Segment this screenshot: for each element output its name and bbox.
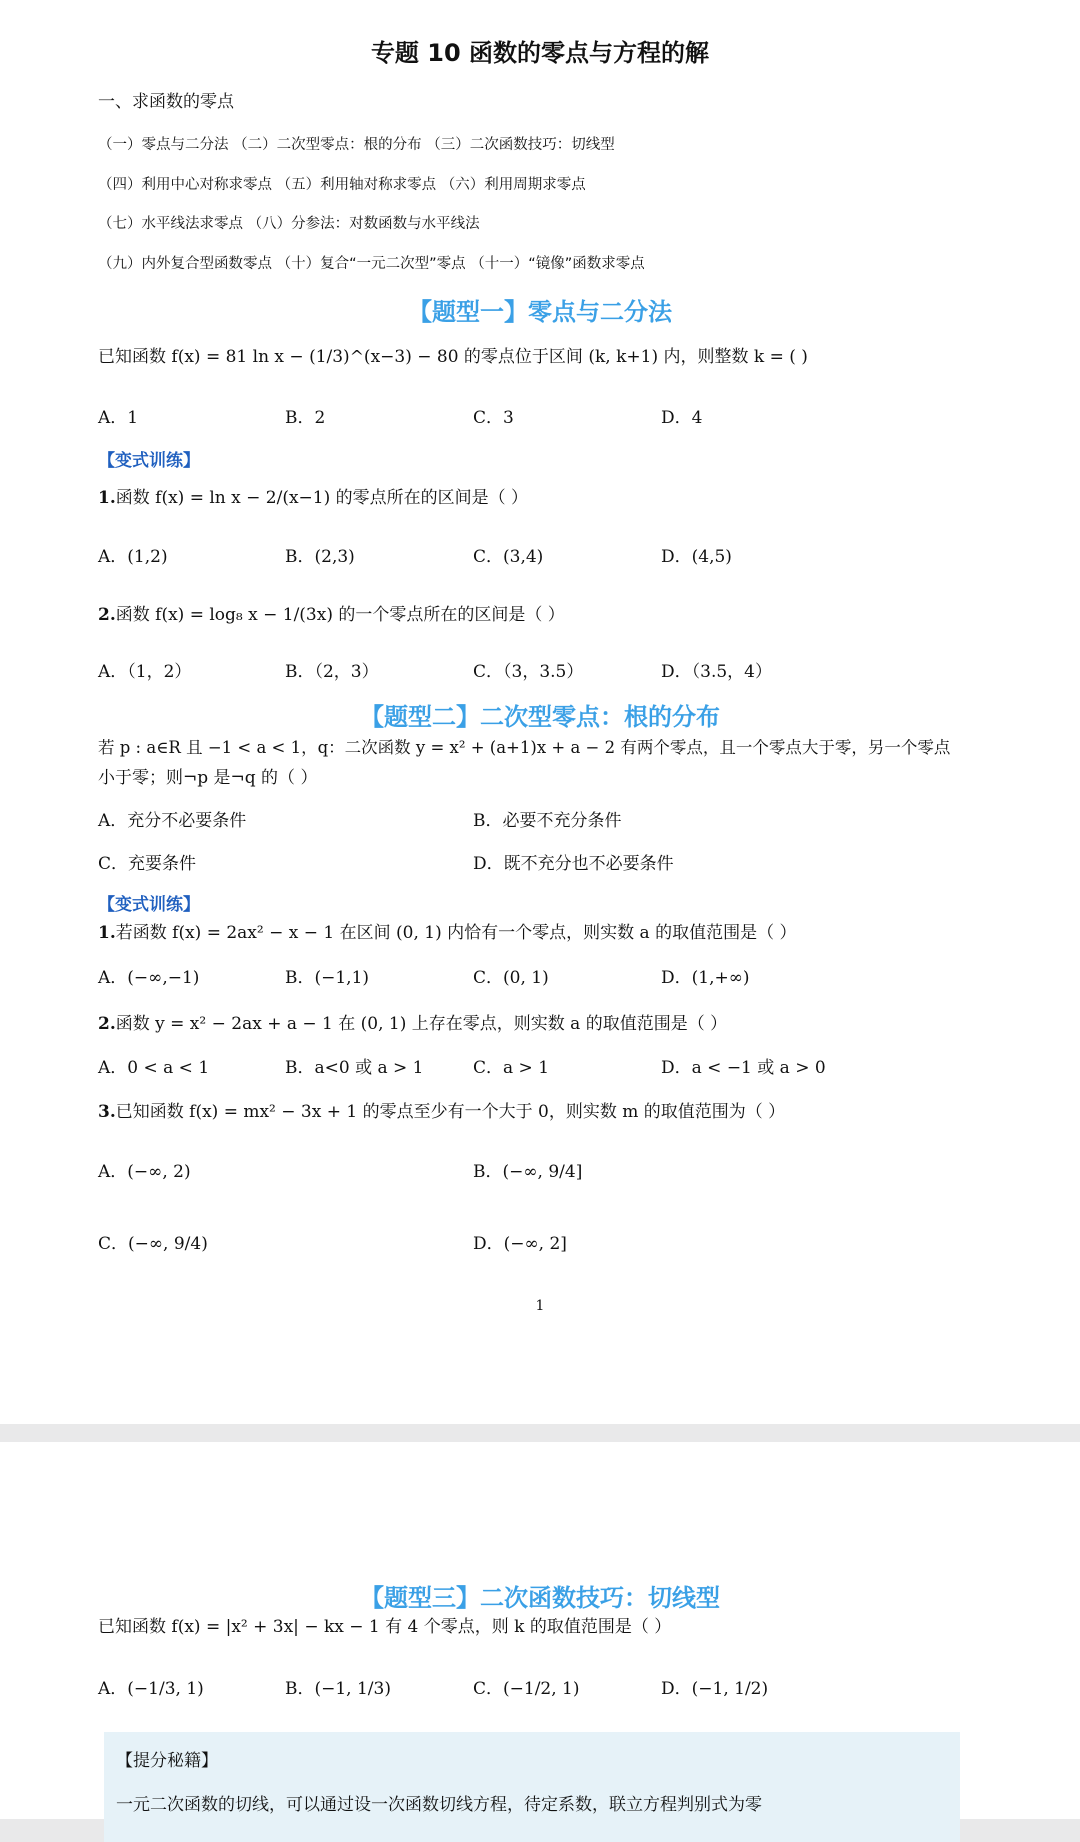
type2-q3-option-c: C．(−∞, 9/4) (98, 1234, 208, 1254)
type2-q1-option-a: A．(−∞,−1) (98, 968, 200, 988)
type2-q3-option-b: B．(−∞, 9/4] (473, 1162, 583, 1182)
type1-q2-option-c: C．（3，3.5） (473, 662, 584, 682)
type2-variant-q2 (98, 1009, 727, 1034)
question-text: 若函数 f(x) = 2ax² − x − 1 在区间 (0, 1) 内恰有一个零点，则实数 a 的取值范围是（ ） (115, 923, 797, 943)
type1-q1-option-d: D．(4,5) (661, 547, 732, 567)
question-number: 1. (98, 488, 116, 508)
type2-variant-q1 (98, 918, 796, 943)
tip-body: 一元二次函数的切线，可以通过设一次函数切线方程，待定系数，联立方程判别式为零 (116, 1795, 762, 1815)
type2-option-b: B．必要不充分条件 (473, 811, 622, 831)
type3-option-c: C．(−1/2, 1) (473, 1679, 580, 1699)
tip-box (104, 1732, 960, 1842)
type2-q2-option-a: A．0 < a < 1 (98, 1058, 210, 1078)
type2-heading: 【题型二】二次型零点：根的分布 (360, 703, 720, 731)
type3-option-b: B．(−1, 1/3) (285, 1679, 391, 1699)
type2-option-c: C．充要条件 (98, 854, 197, 874)
type2-q3-option-a: A．(−∞, 2) (98, 1162, 191, 1182)
type2-question-line-2: 小于零；则¬p 是¬q 的（ ） (98, 768, 318, 788)
type1-question: 已知函数 f(x) = 81 ln x − (1/3)^(x−3) − 80 的零点位于区间 (k, k+1) 内，则整数 k = ( ) (98, 347, 808, 367)
type1-option-a: A．1 (98, 408, 139, 428)
question-number: 1. (98, 923, 116, 943)
type2-variant-label: 【变式训练】 (98, 895, 200, 915)
type2-option-d: D．既不充分也不必要条件 (473, 854, 674, 874)
type1-option-c: C．3 (473, 408, 514, 428)
type2-q2-option-c: C．a > 1 (473, 1058, 550, 1078)
type1-q2-option-d: D．（3.5，4） (661, 662, 772, 682)
question-text: 函数 y = x² − 2ax + a − 1 在 (0, 1) 上存在零点，则实数 a 的取值范围是（ ） (115, 1014, 728, 1034)
type1-variant-label: 【变式训练】 (98, 451, 200, 471)
type3-option-a: A．(−1/3, 1) (98, 1679, 204, 1699)
type1-variant-q1 (98, 483, 528, 508)
tip-title: 【提分秘籍】 (116, 1751, 218, 1771)
question-text: 函数 f(x) = ln x − 2/(x−1) 的零点所在的区间是（ ） (115, 488, 529, 508)
type1-q1-option-a: A．(1,2) (98, 547, 168, 567)
page-number: 1 (535, 1298, 545, 1314)
type2-q2-option-b: B．a<0 或 a > 1 (285, 1058, 424, 1078)
type1-variant-q2 (98, 600, 565, 625)
question-number: 2. (98, 605, 116, 625)
question-text: 函数 f(x) = log₈ x − 1/(3x) 的一个零点所在的区间是（ ） (115, 605, 565, 625)
type2-q1-option-b: B．(−1,1) (285, 968, 370, 988)
toc-line-1: （一）零点与二分法 （二）二次型零点：根的分布 （三）二次函数技巧：切线型 (98, 137, 615, 153)
type1-option-d: D．4 (661, 408, 703, 428)
type2-q3-option-d: D．(−∞, 2] (473, 1234, 567, 1254)
toc-line-4: （九）内外复合型函数零点 （十）复合“一元二次型”零点 （十一）“镜像”函数求零点 (98, 256, 645, 272)
type2-q2-option-d: D．a < −1 或 a > 0 (661, 1058, 826, 1078)
document-title: 专题 10 函数的零点与方程的解 (370, 39, 710, 67)
type1-heading: 【题型一】零点与二分法 (408, 298, 672, 326)
type1-option-b: B．2 (285, 408, 326, 428)
type3-option-d: D．(−1, 1/2) (661, 1679, 769, 1699)
question-number: 2. (98, 1014, 116, 1034)
question-number: 3. (98, 1102, 116, 1122)
type1-q1-option-c: C．(3,4) (473, 547, 544, 567)
type2-q1-option-d: D．(1,+∞) (661, 968, 750, 988)
type1-q1-option-b: B．(2,3) (285, 547, 355, 567)
document-page-2 (0, 1442, 1080, 1819)
type1-q2-option-b: B．（2，3） (285, 662, 379, 682)
question-text: 已知函数 f(x) = mx² − 3x + 1 的零点至少有一个大于 0，则实数 m 的取值范围为（ ） (115, 1102, 786, 1122)
type3-heading: 【题型三】二次函数技巧：切线型 (360, 1584, 720, 1612)
section-title: 一、求函数的零点 (98, 92, 234, 112)
type1-q2-option-a: A．（1，2） (98, 662, 192, 682)
toc-line-2: （四）利用中心对称求零点 （五）利用轴对称求零点 （六）利用周期求零点 (98, 177, 586, 193)
type3-question: 已知函数 f(x) = |x² + 3x| − kx − 1 有 4 个零点，则 k 的取值范围是（ ） (98, 1617, 672, 1637)
type2-option-a: A．充分不必要条件 (98, 811, 247, 831)
type2-variant-q3 (98, 1097, 785, 1122)
type2-q1-option-c: C．(0, 1) (473, 968, 549, 988)
toc-line-3: （七）水平线法求零点 （八）分参法：对数函数与水平线法 (98, 216, 480, 232)
type2-question-line-1: 若 p : a∈R 且 −1 < a < 1，q：二次函数 y = x² + (a+1)x + a − 2 有两个零点，且一个零点大于零，另一个零点 (98, 738, 951, 757)
